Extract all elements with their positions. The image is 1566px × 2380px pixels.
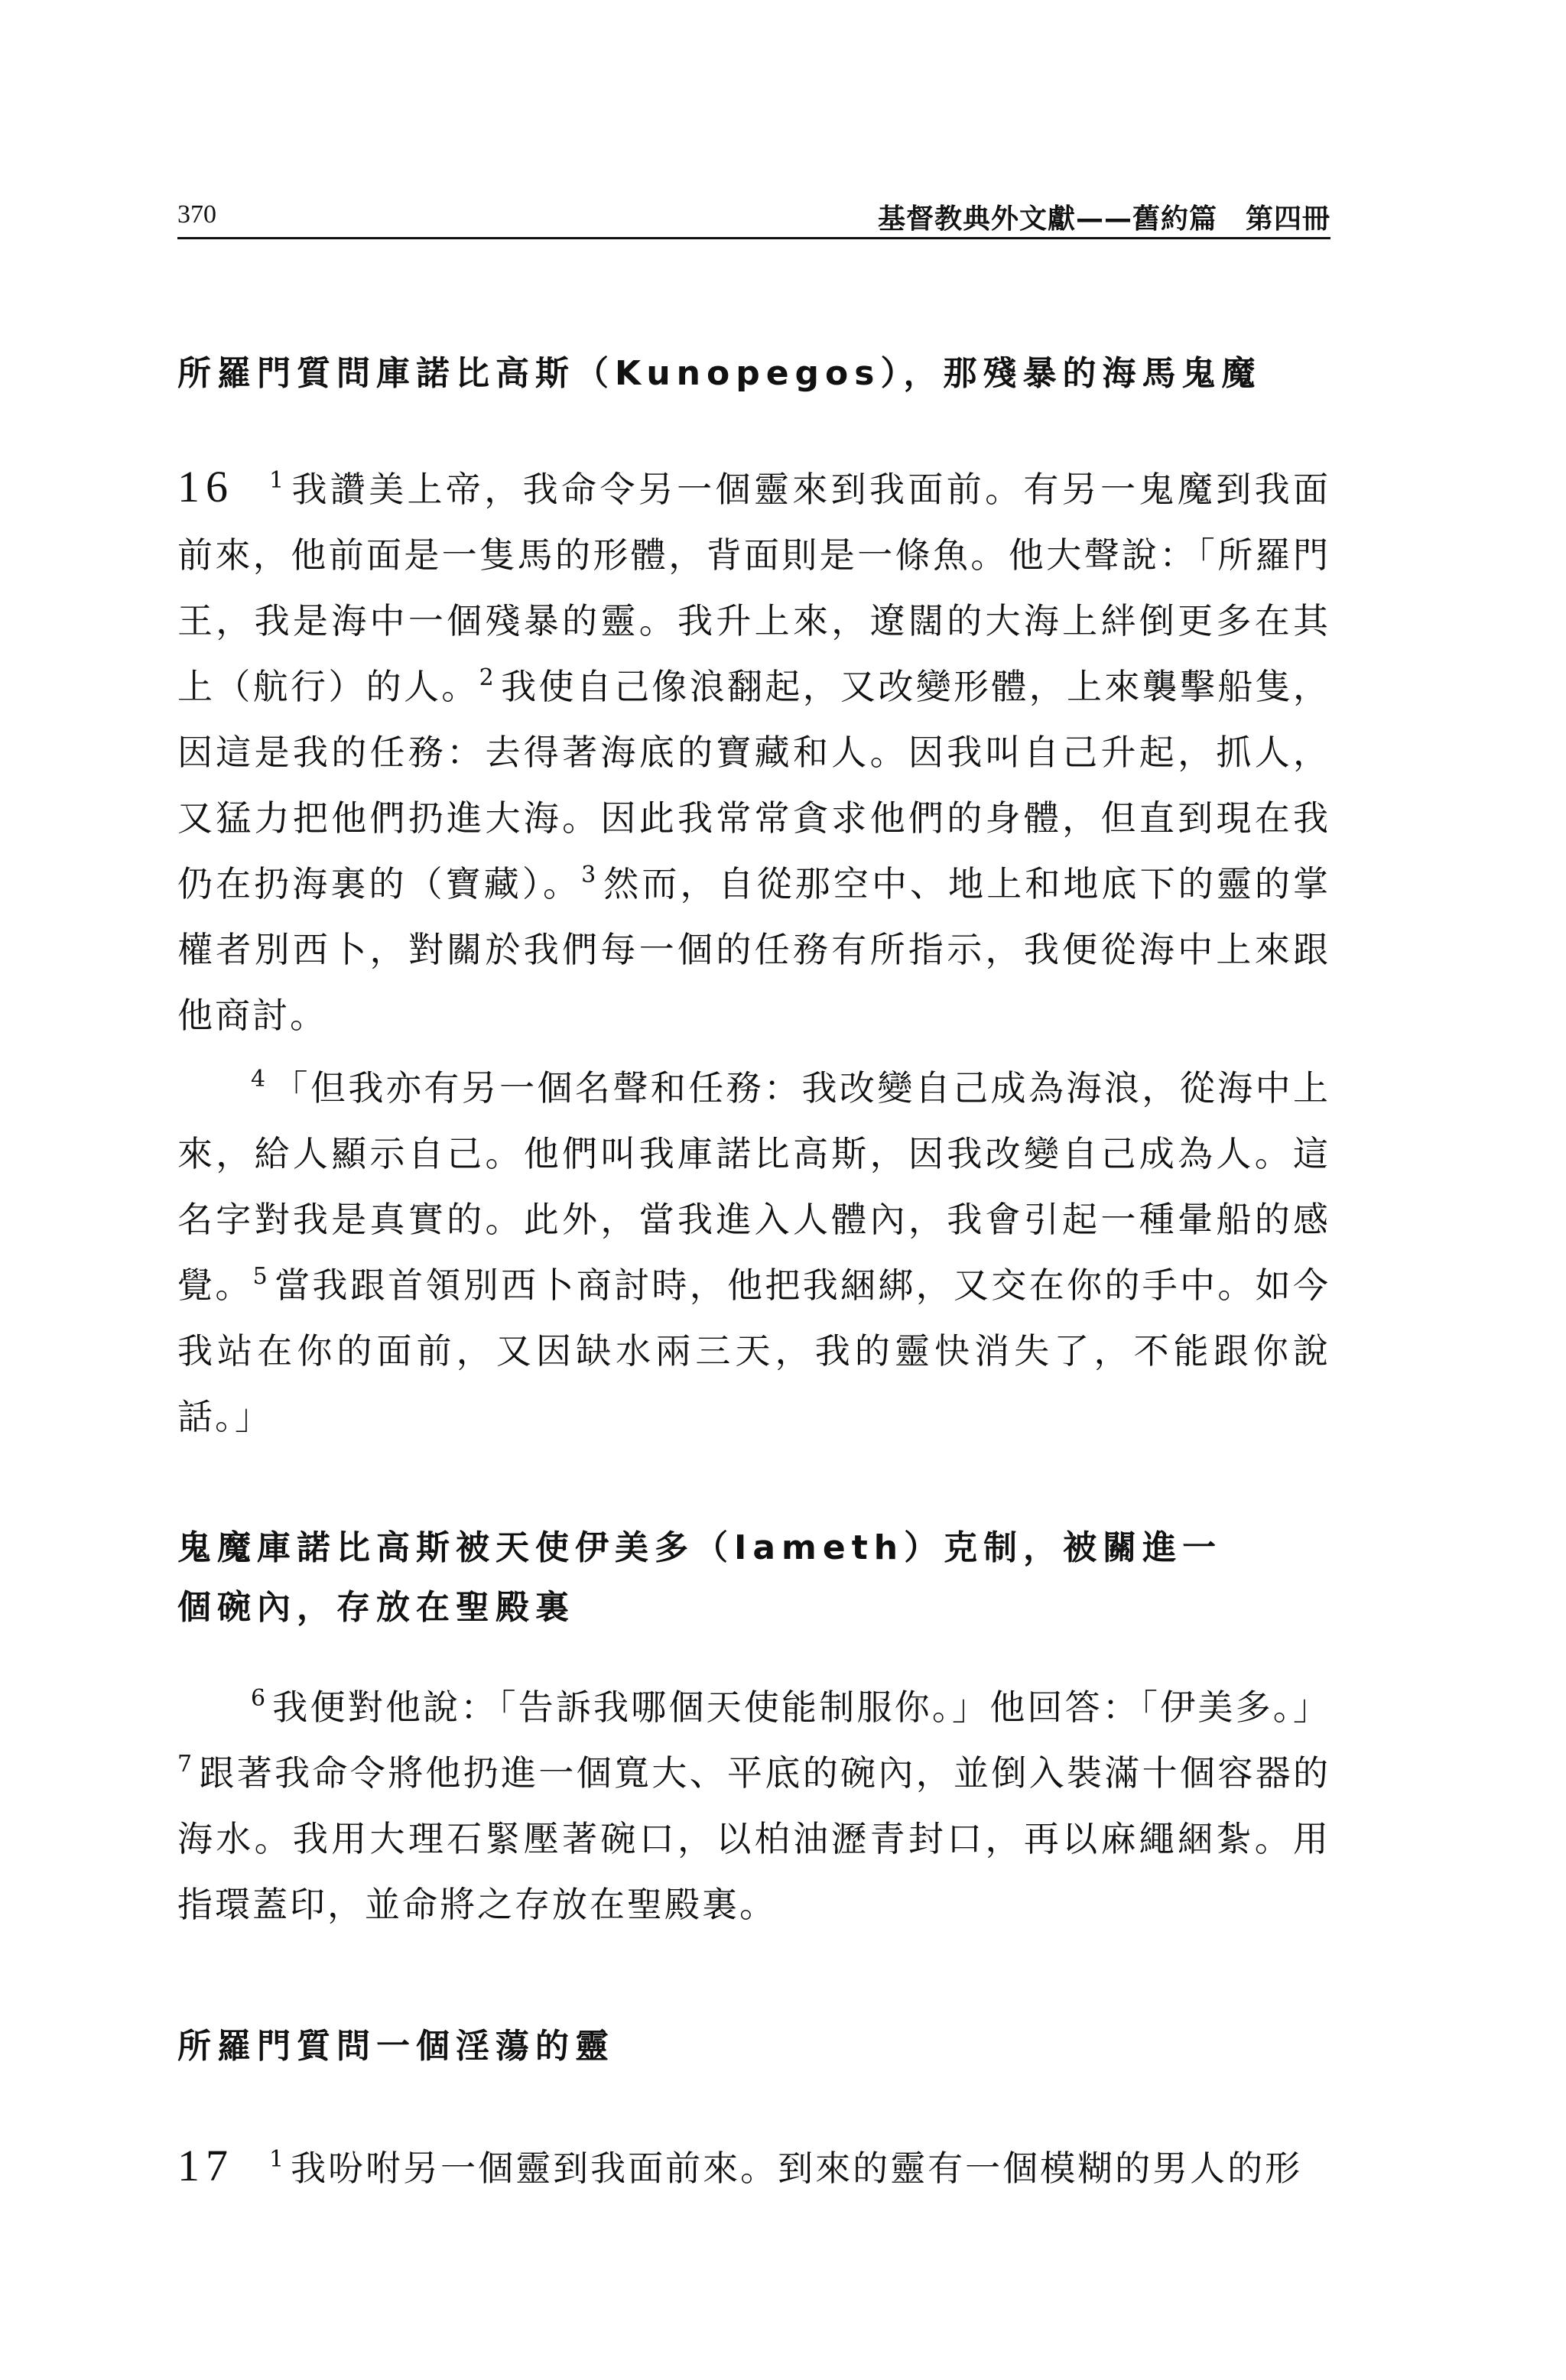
paragraph-verses-4-5 [177,1055,1330,1450]
verse-text: 跟著我命令將他扔進一個寬大、平底的碗內，並倒入裝滿十個容器的海水。我用大理石緊壓著碗口，以柏油瀝青封口，再以麻繩綑紮。用指環蓋印，並命將之存放在聖殿裏。 [177,1752,1330,1925]
chapter-number: 17 [177,2141,234,2190]
section-heading-iameth-line1: 鬼魔庫諾比高斯被天使伊美多（Iameth）克制，被關進一 [177,1528,1223,1567]
section-heading-lewd-spirit: 所羅門質問一個淫蕩的靈 [177,2027,615,2066]
verse-text: 我讚美上帝，我命令另一個靈來到我面前。有另一鬼魔到我面前來，他前面是一隻馬的形體，背面則是一條魚。他大聲說：「所羅門王，我是海中一個殘暴的靈。我升上來，遼闊的大海上絆倒更多在其上（航行）的人。 [177,469,1330,707]
paragraph-chapter-16 [177,454,1330,1048]
verse-number: 2 [479,664,496,691]
verse-number: 1 [269,2146,287,2173]
section-heading-kunopegos: 所羅門質問庫諾比高斯（Kunopegos），那殘暴的海馬鬼魔 [177,354,1262,393]
paragraph-chapter-17 [177,2133,1330,2201]
verse-number: 5 [252,1263,270,1290]
verse-number: 7 [177,1751,195,1778]
verse-number: 1 [269,467,287,494]
chapter-number: 16 [177,462,234,511]
paragraph-verses-6-7 [177,1674,1330,1937]
verse-text: 當我跟首領別西卜商討時，他把我綑綁，又交在你的手中。如今我站在你的面前，又因缺水兩三天，我的靈快消失了，不能跟你說話。」 [177,1265,1331,1437]
verse-text: 我便對他說：「告訴我哪個天使能制服你。」他回答：「伊美多。」 [272,1687,1330,1728]
verse-number: 6 [251,1685,268,1712]
section-heading-iameth-line2: 個碗內，存放在聖殿裏 [177,1588,575,1627]
verse-text: 然而，自從那空中、地上和地底下的靈的掌權者別西卜，對關於我們每一個的任務有所指示，我便從海中上來跟他商討。 [177,863,1331,1036]
page-number: 370 [177,200,216,229]
verse-number: 3 [581,862,599,888]
running-title: 基督教典外文獻——舊約篇 第四冊 [877,203,1330,235]
verse-text: 「但我亦有另一個名聲和任務：我改變自己成為海浪，從海中上來，給人顯示自己。他們叫我庫諾比高斯，因我改變自己成為人。這名字對我是真實的。此外，當我進入人體內，我會引起一種暈船的感覺。 [177,1067,1330,1306]
page-header [177,197,1330,239]
verse-text: 我使自己像浪翻起，又改變形體，上來襲擊船隻，因這是我的任務：去得著海底的寶藏和人。因我叫自己升起，抓人，又猛力把他們扔進大海。因此我常常貪求他們的身體，但直到現在我仍在扔海裏的（寶藏）。 [177,666,1331,904]
verse-text: 我吩咐另一個靈到我面前來。到來的靈有一個模糊的男人的形 [291,2148,1303,2189]
verse-number: 4 [251,1066,268,1093]
